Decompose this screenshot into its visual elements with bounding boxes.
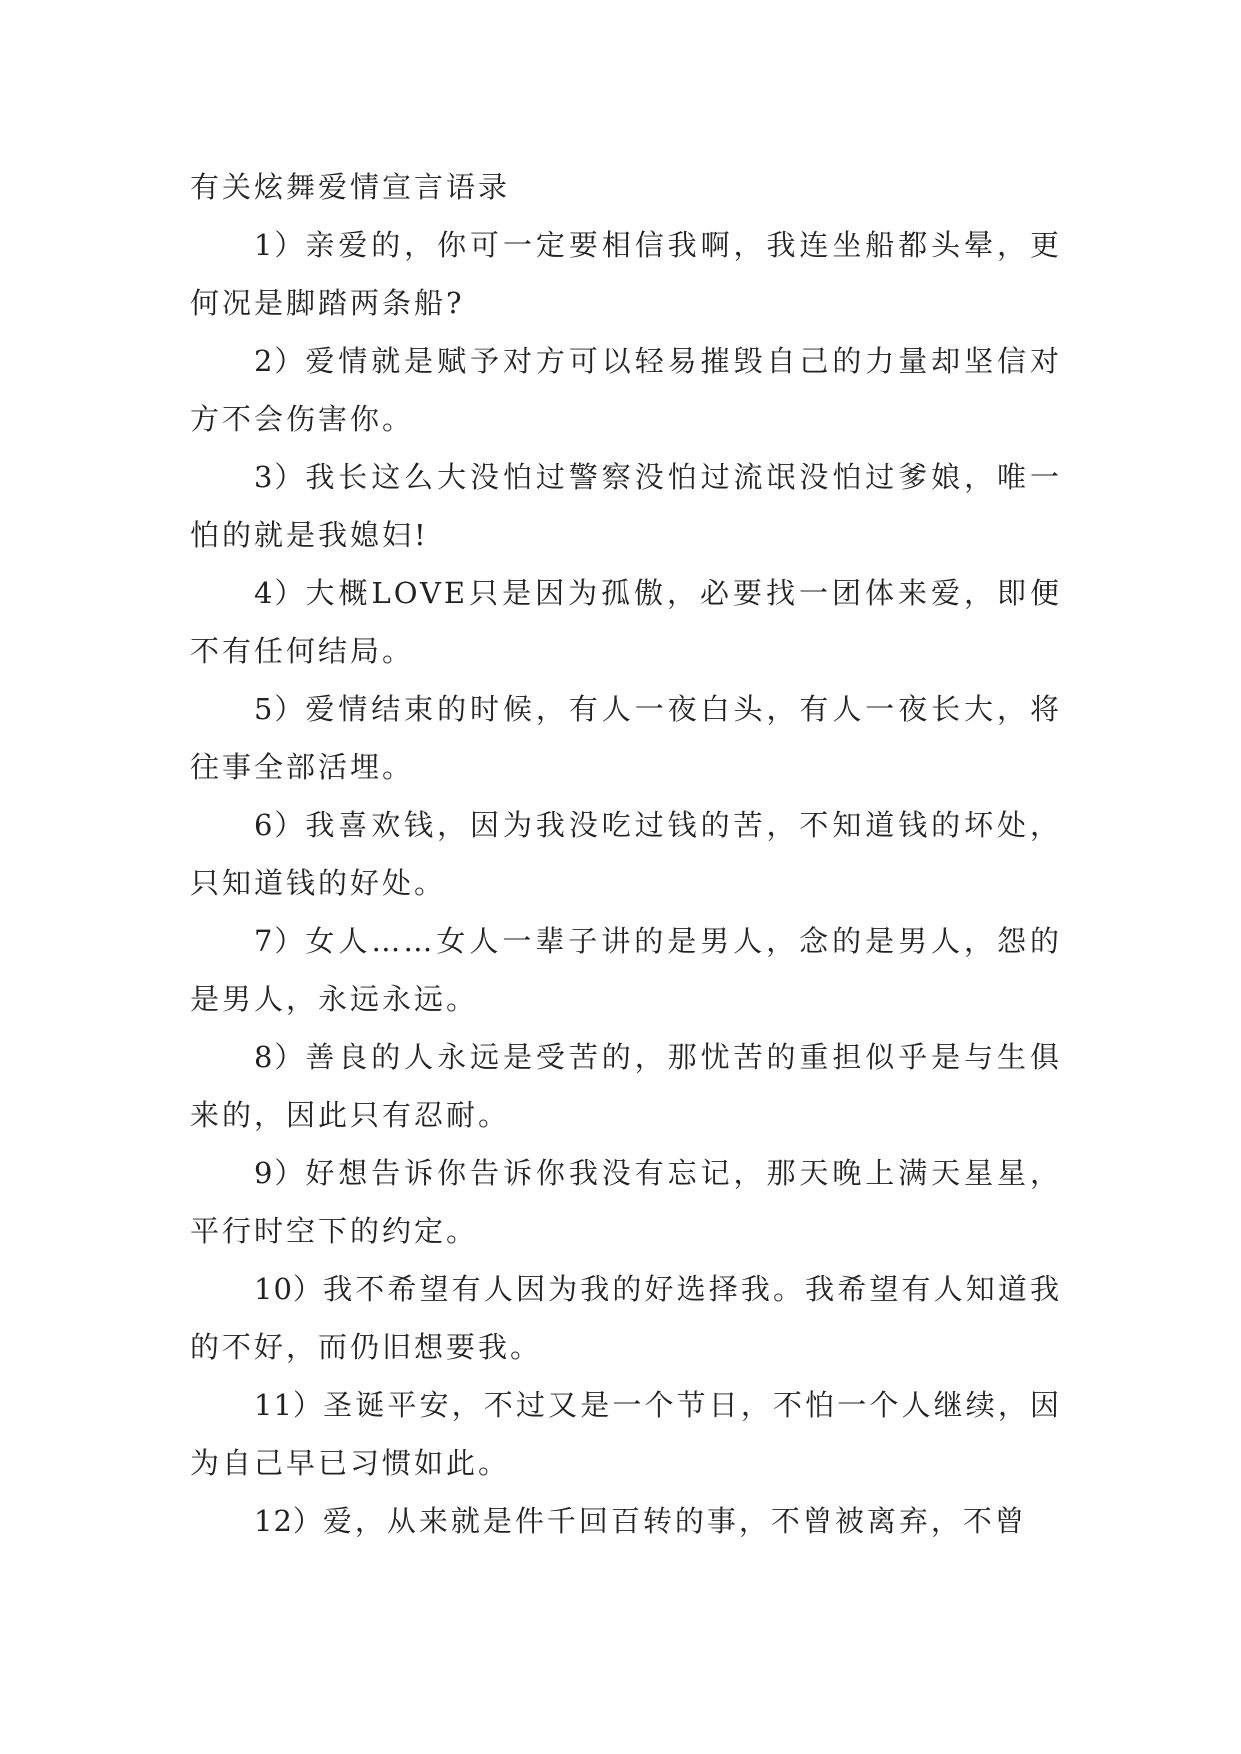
quote-item-5 — [190, 680, 1062, 796]
quote-number: 2） — [254, 344, 306, 378]
quote-number: 11） — [254, 1388, 324, 1422]
document-body — [190, 158, 1062, 1550]
quote-number: 7） — [254, 924, 306, 958]
quote-item-7 — [190, 912, 1062, 1028]
quote-text: 爱情结束的时候，有人一夜白头，有人一夜长大，将往事全部活埋。 — [190, 692, 1062, 784]
quote-number: 9） — [254, 1156, 306, 1190]
document-title: 有关炫舞爱情宣言语录 — [190, 170, 511, 204]
quote-text: 爱，从来就是件千回百转的事，不曾被离弃，不曾 — [322, 1504, 1027, 1538]
quote-number: 4） — [254, 576, 306, 610]
quote-text: 圣诞平安，不过又是一个节日，不怕一个人继续，因为自己早已习惯如此。 — [190, 1388, 1062, 1480]
quote-text: 好想告诉你告诉你我没有忘记，那天晚上满天星星，平行时空下的约定。 — [190, 1156, 1062, 1248]
quote-item-2 — [190, 332, 1062, 448]
quote-text: 我长这么大没怕过警察没怕过流氓没怕过爹娘，唯一怕的就是我媳妇! — [190, 460, 1062, 552]
quote-number: 12） — [254, 1504, 323, 1538]
quote-item-11 — [190, 1376, 1062, 1492]
quote-number: 1） — [254, 228, 306, 262]
quote-number: 5） — [254, 692, 306, 726]
quote-item-8 — [190, 1028, 1062, 1144]
quote-item-6 — [190, 796, 1062, 912]
quote-text: 善良的人永远是受苦的，那忧苦的重担似乎是与生俱来的，因此只有忍耐。 — [190, 1040, 1062, 1132]
quote-text: 大概LOVE只是因为孤傲，必要找一团体来爱，即便不有任何结局。 — [190, 576, 1063, 668]
quote-text: 爱情就是赋予对方可以轻易摧毁自己的力量却坚信对方不会伤害你。 — [190, 344, 1062, 436]
quote-item-4 — [190, 564, 1062, 680]
quote-number: 10） — [254, 1272, 324, 1306]
quote-text: 我喜欢钱，因为我没吃过钱的苦，不知道钱的坏处，只知道钱的好处。 — [190, 808, 1062, 900]
quote-number: 3） — [254, 460, 306, 494]
quote-item-12 — [190, 1492, 1062, 1550]
quote-item-9 — [190, 1144, 1062, 1260]
quote-text: 女人……女人一辈子讲的是男人，念的是男人，怨的是男人，永远永远。 — [190, 924, 1062, 1016]
quote-text: 我不希望有人因为我的好选择我。我希望有人知道我的不好，而仍旧想要我。 — [190, 1272, 1062, 1364]
quote-number: 6） — [254, 808, 306, 842]
quote-item-10 — [190, 1260, 1062, 1376]
quote-text: 亲爱的，你可一定要相信我啊，我连坐船都头晕，更何况是脚踏两条船? — [190, 228, 1062, 320]
quote-item-3 — [190, 448, 1062, 564]
quote-number: 8） — [254, 1040, 306, 1074]
quote-item-1 — [190, 216, 1062, 332]
